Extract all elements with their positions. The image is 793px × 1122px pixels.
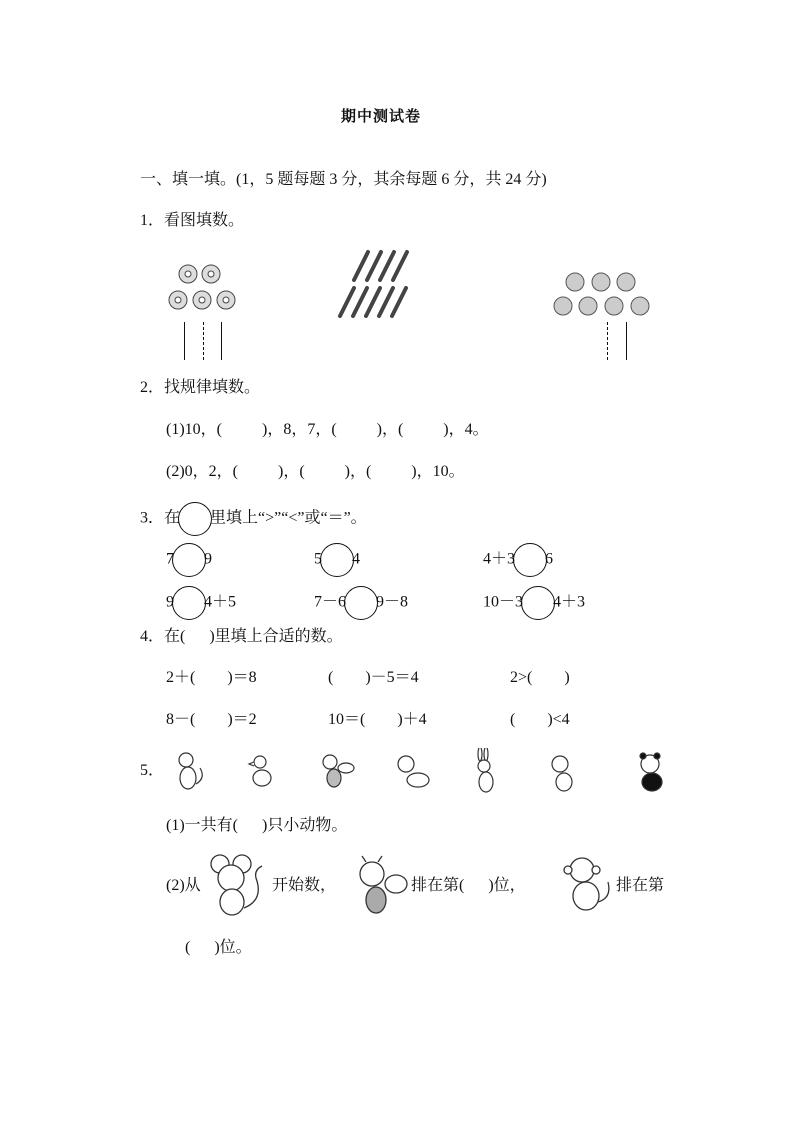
q5-sub1: (1)一共有( )只小动物。 (166, 817, 348, 834)
monkey-icon (552, 756, 572, 791)
count-line (626, 322, 627, 360)
bee-icon (352, 854, 410, 918)
compare-item: 7－6 9－8 (314, 586, 408, 620)
rabbit-icon (478, 748, 493, 792)
pencils-image (336, 248, 416, 320)
answer-circle[interactable] (320, 543, 354, 577)
bee-icon (323, 755, 354, 787)
count-line (607, 322, 608, 360)
mouse-icon (206, 852, 268, 918)
count-line (203, 322, 204, 360)
answer-circle[interactable] (172, 586, 206, 620)
compare-item: 10－3 4＋3 (483, 586, 585, 620)
q5-sub2-a: (2)从 (166, 877, 201, 894)
flowers-image (166, 262, 240, 314)
answer-circle[interactable] (344, 586, 378, 620)
q3-pre: 3．在 (140, 509, 181, 527)
duck-icon (249, 756, 271, 786)
monkey-icon (558, 852, 616, 918)
fill-item: 2>( ) (510, 669, 570, 686)
q5-sub3: ( )位。 (185, 939, 252, 956)
q5-sub2-d: 排在第 (616, 877, 665, 894)
q4-label: 4．在( )里填上合适的数。 (140, 628, 343, 645)
panda-icon (640, 753, 662, 791)
count-line (184, 322, 185, 360)
mouse-icon (179, 753, 202, 789)
compare-item: 5 4 (314, 543, 360, 577)
q5-sub2-c: 排在第( )位， (411, 877, 526, 894)
q3-post: 里填上“>”“<”或“＝”。 (210, 509, 367, 527)
q1-label: 1．看图填数。 (140, 212, 245, 229)
q2-sequence-2: (2)0，2，( )，( )，( )，10。 (166, 463, 465, 480)
answer-circle[interactable] (521, 586, 555, 620)
q2-label: 2．找规律填数。 (140, 379, 261, 396)
page-title: 期中测试卷 (341, 109, 422, 125)
q2-sequence-1: (1)10，( )，8，7，( )，( )，4。 (166, 421, 489, 438)
compare-item: 9 4＋5 (166, 586, 236, 620)
fill-item: 2＋( )＝8 (166, 669, 257, 686)
section-heading: 一、填一填。(1，5 题每题 3 分，其余每题 6 分，共 24 分) (140, 171, 547, 188)
dog-icon (398, 756, 429, 787)
fill-item: ( )<4 (510, 711, 570, 728)
fill-item: 10＝( )＋4 (328, 711, 427, 728)
answer-circle[interactable] (513, 543, 547, 577)
compare-item: 4＋3 6 (483, 543, 553, 577)
count-line (221, 322, 222, 360)
q5-label: 5． (140, 762, 165, 779)
apples-image (550, 268, 658, 320)
fill-item: ( )－5＝4 (328, 669, 419, 686)
fill-item: 8－( )＝2 (166, 711, 257, 728)
q5-sub2-b: 开始数， (272, 877, 337, 894)
answer-circle[interactable] (172, 543, 206, 577)
animals-row-image (168, 748, 688, 796)
answer-circle[interactable] (178, 502, 212, 536)
q3-label (140, 502, 367, 536)
compare-item: 7 9 (166, 543, 212, 577)
